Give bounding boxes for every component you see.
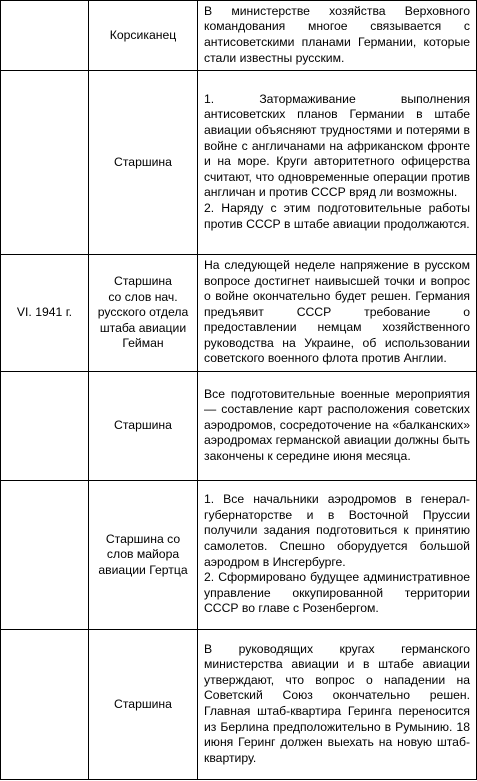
date-cell: VI. 1941 г. — [1, 255, 89, 372]
table-row — [1, 1, 477, 71]
content-paragraph: В руководящих кругах германского министерства авиации и в штабе авиации утверждают, что вопрос о нападении на Советский Союз окончательно решен. Главная штаб-квартира Геринга переносится из Берлина предположительно в Румынию. 18 июня Геринг должен выехать на новую штаб-квартиру. — [204, 641, 470, 765]
source-line: Старшина со — [105, 531, 181, 546]
source-cell — [89, 71, 198, 255]
content-cell — [198, 481, 477, 630]
content-paragraph: 1. Затормаживание выполнения антисоветских планов Германии в штабе авиации объясняют трудностями и потерями в войне с англичанами на африканском фронте и на море. Круги авторитетного офицерства считают, что одновременные операции против англичан и против СССР вряд ли возможны. — [204, 91, 470, 200]
source-line: штаба авиации — [99, 320, 187, 335]
date-cell — [1, 481, 89, 630]
content-paragraph: Все подготовительные военные мероприятия — составление карт расположения советских аэродромов, сосредоточение на «балканских» аэродромах германской авиации должны быть закончены к середине июня месяца. — [204, 386, 470, 463]
content-cell — [198, 255, 477, 372]
date-cell — [1, 1, 89, 71]
table-row — [1, 372, 477, 481]
content-cell — [198, 630, 477, 780]
source-cell — [89, 630, 198, 780]
source-cell — [89, 372, 198, 481]
source-cell — [89, 481, 198, 630]
content-paragraph: 1. Все начальники аэродромов в генерал-губернаторстве и в Восточной Пруссии получили задания подготовиться к принятию самолетов. Спешно оборудуется большой аэродром в Инсгербурге. — [204, 492, 470, 569]
date-cell — [1, 630, 89, 780]
table-row — [1, 71, 477, 255]
content-paragraph: 2. Сформировано будущее административное управление оккупированной территории СССР во главе с Розенбергом. — [204, 570, 470, 616]
content-cell — [198, 71, 477, 255]
source-cell — [89, 1, 198, 71]
table-row — [1, 630, 477, 780]
date-cell — [1, 71, 89, 255]
source-line: Старшина — [114, 274, 172, 289]
date-cell — [1, 372, 89, 481]
content-cell — [198, 372, 477, 481]
table-row — [1, 481, 477, 630]
content-paragraph: На следующей неделе напряжение в русском вопросе достигнет наивысшей точки и вопрос о войне окончательно будет решен. Германия предъявит СССР требование о предоставлении немцам хозяйственного руководства на Украине, об использовании советского военного флота против Англии. — [204, 257, 470, 366]
table-row — [1, 255, 477, 372]
content-cell — [198, 1, 477, 71]
source-line: Старшина — [114, 418, 172, 433]
source-line: Гейман — [122, 336, 164, 351]
content-paragraph: В министерстве хозяйства Верховного командования многое связывается с антисоветскими планами Германии, которые стали известны русским. — [204, 3, 470, 65]
source-line: русского отдела — [97, 305, 189, 320]
source-line: авиации Гертца — [98, 562, 188, 577]
source-line: со слов нач. — [108, 289, 178, 304]
content-paragraph: 2. Наряду с этим подготовительные работы против СССР в штабе авиации продолжаются. — [204, 200, 470, 231]
source-cell — [89, 255, 198, 372]
source-line: слов майора — [106, 547, 180, 562]
source-line: Корсиканец — [109, 27, 177, 42]
source-line: Старшина — [114, 696, 172, 711]
source-line: Старшина — [114, 154, 172, 169]
